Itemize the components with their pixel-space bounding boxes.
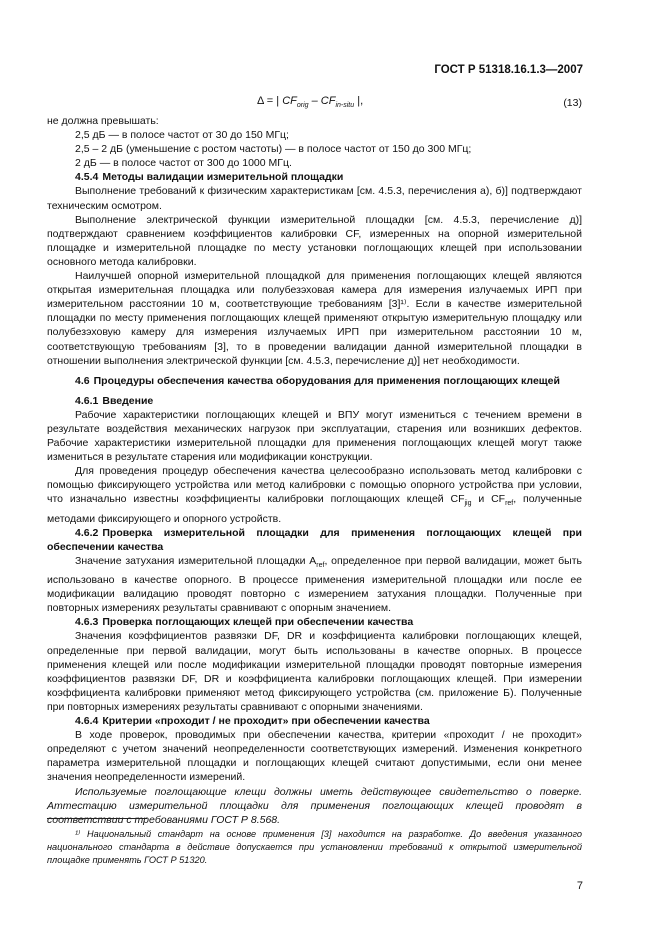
section-4-6-3-para-1: Значения коэффициентов развязки DF, DR и коэффициента калибровки поглощающих клещей, определенные при первой валидации, могут быть использованы в качестве опорных. В процессе применения клещей или после модификации измерительной площадки проводят повторные измерения коэффициентов развязки DF, DR и коэффициента калибровки поглощающих клещей. При измерении коэффициента калибровки применяют метод фиксирующего устройства (см. приложение Б). Полученные при повторных измерениях результаты сравнивают с опорными значениями. <box>47 630 582 713</box>
limit-item-3: 2 дБ — в полосе частот от 300 до 1000 МГц. <box>75 157 292 170</box>
document-body <box>47 88 582 827</box>
footnote: ¹⁾ Национальный стандарт на основе применения [3] находится на разработке. До введения указанного национального стандарта в действие допускается при установлении требований к открытой измерительной площадке применять ГОСТ Р 51320. <box>47 829 582 865</box>
equation-number: (13) <box>563 97 582 109</box>
section-4-6-heading: 4.6 Процедуры обеспечения качества оборудования для применения поглощающих клещей <box>75 374 560 387</box>
section-4-6-2-heading: 4.6.2 Проверка измерительной площадки для применения поглощающих клещей при обеспечении качества <box>47 526 582 553</box>
limit-item-1: 2,5 дБ — в полосе частот от 30 до 150 МГц; <box>75 129 289 142</box>
equation-13 <box>47 88 582 114</box>
page-number: 7 <box>576 880 583 892</box>
section-4-5-4-para-2: Выполнение электрической функции измерительной площадки [см. 4.5.3, перечисление д)] подтверждают сравнением коэффициентов калибровки CF, измеренных на опорной измерительной площадке и измерительной площадке по месту установки поглощающих клещей при использовании основного метода калибровки. <box>47 213 582 268</box>
limit-item-2: 2,5 – 2 дБ (уменьшение с ростом частоты) — в полосе частот от 150 до 300 МГц; <box>75 143 472 156</box>
standard-header: ГОСТ Р 51318.16.1.3—2007 <box>434 64 583 76</box>
equation-formula: Δ = | $CF_{orig} - CF_{in-situ}$ |, <box>257 95 364 110</box>
section-4-6-1-para-1: Рабочие характеристики поглощающих клещей и ВПУ могут измениться с течением времени в результате воздействия механических нагрузок при эксплуатации, старения или возникших дефектов. Рабочие характеристики измерительной площадки для применения поглощающих клещей могут также измениться в результате старения или модификации конструкции. <box>47 408 582 464</box>
section-4-6-3-heading: 4.6.3 Проверка поглощающих клещей при обеспечении качества <box>75 616 414 629</box>
section-4-6-1-heading: 4.6.1 Введение <box>75 394 154 407</box>
section-4-5-4-para-1: Выполнение требований к физическим характеристикам [см. 4.5.3, перечисления а), б)] подтверждают техническим осмотром. <box>47 185 582 212</box>
footnote-divider <box>47 818 147 819</box>
section-4-6-2-para-1: Значение затухания измерительной площадки $A_{ref}$, определенное при первой валидации, может быть использовано в качестве опорного. В процессе применения измерительной площадки или после ее модификации валидацию проводят повторно с измерением затухания площадки. Полученные при повторных измерениях результаты сравнивают с опорным значением. <box>47 554 582 615</box>
section-4-6-4-heading: 4.6.4 Критерии «проходит / не проходит» при обеспечении качества <box>75 715 430 728</box>
section-4-5-4-heading: 4.5.4 Методы валидации измерительной площадки <box>75 171 344 184</box>
section-4-6-4-para-1: В ходе проверок, проводимых при обеспечении качества, критерии «проходит / не проходит» определяют с учетом значений неопределенности соответствующих измерений. Изменения конкретного параметра измерительной площадки и поглощающих клещей считают допустимыми, если они менее значения неопределенности измерений. <box>47 729 582 784</box>
section-4-6-1-para-2: Для проведения процедур обеспечения качества целесообразно использовать метод калибровки с помощью фиксирующего устройства или метод калибровки с помощью опорного устройства при условии, что изначально известны коэффициенты калибровки поглощающих клещей $CF_{jig}$ и $CF_{ref}$, полученные методами фиксирующего и опорного устройств. <box>47 465 582 525</box>
section-4-6-4-para-2: Используемые поглощающие клещи должны иметь действующее свидетельство о поверке. Аттестацию измерительной площадки для применения поглощающих клещей проводят в соответствии с требованиями ГОСТ Р 8.568. <box>47 785 582 826</box>
limits-intro: не должна превышать: <box>47 115 159 127</box>
section-4-5-4-para-3: Наилучшей опорной измерительной площадкой для применения поглощающих клещей являются открытая измерительная площадка или полубезэховая камера для измерения излучаемых ИРП при измерительном расстоянии 10 м, соответствующие требованиям [3]¹⁾. Если в качестве измерительной площадки по месту применения поглощающих клещей применяют открытую измерительную площадку или полубезэховую камеру для измерения излучаемых ИРП при измерительном расстоянии 10 м, соответствующую требованиям [3], то в проведении валидации данной измерительной площадки в отношении выполнения электрической функции [см. 4.5.3, перечисление д)] нет необходимости. <box>47 270 582 367</box>
